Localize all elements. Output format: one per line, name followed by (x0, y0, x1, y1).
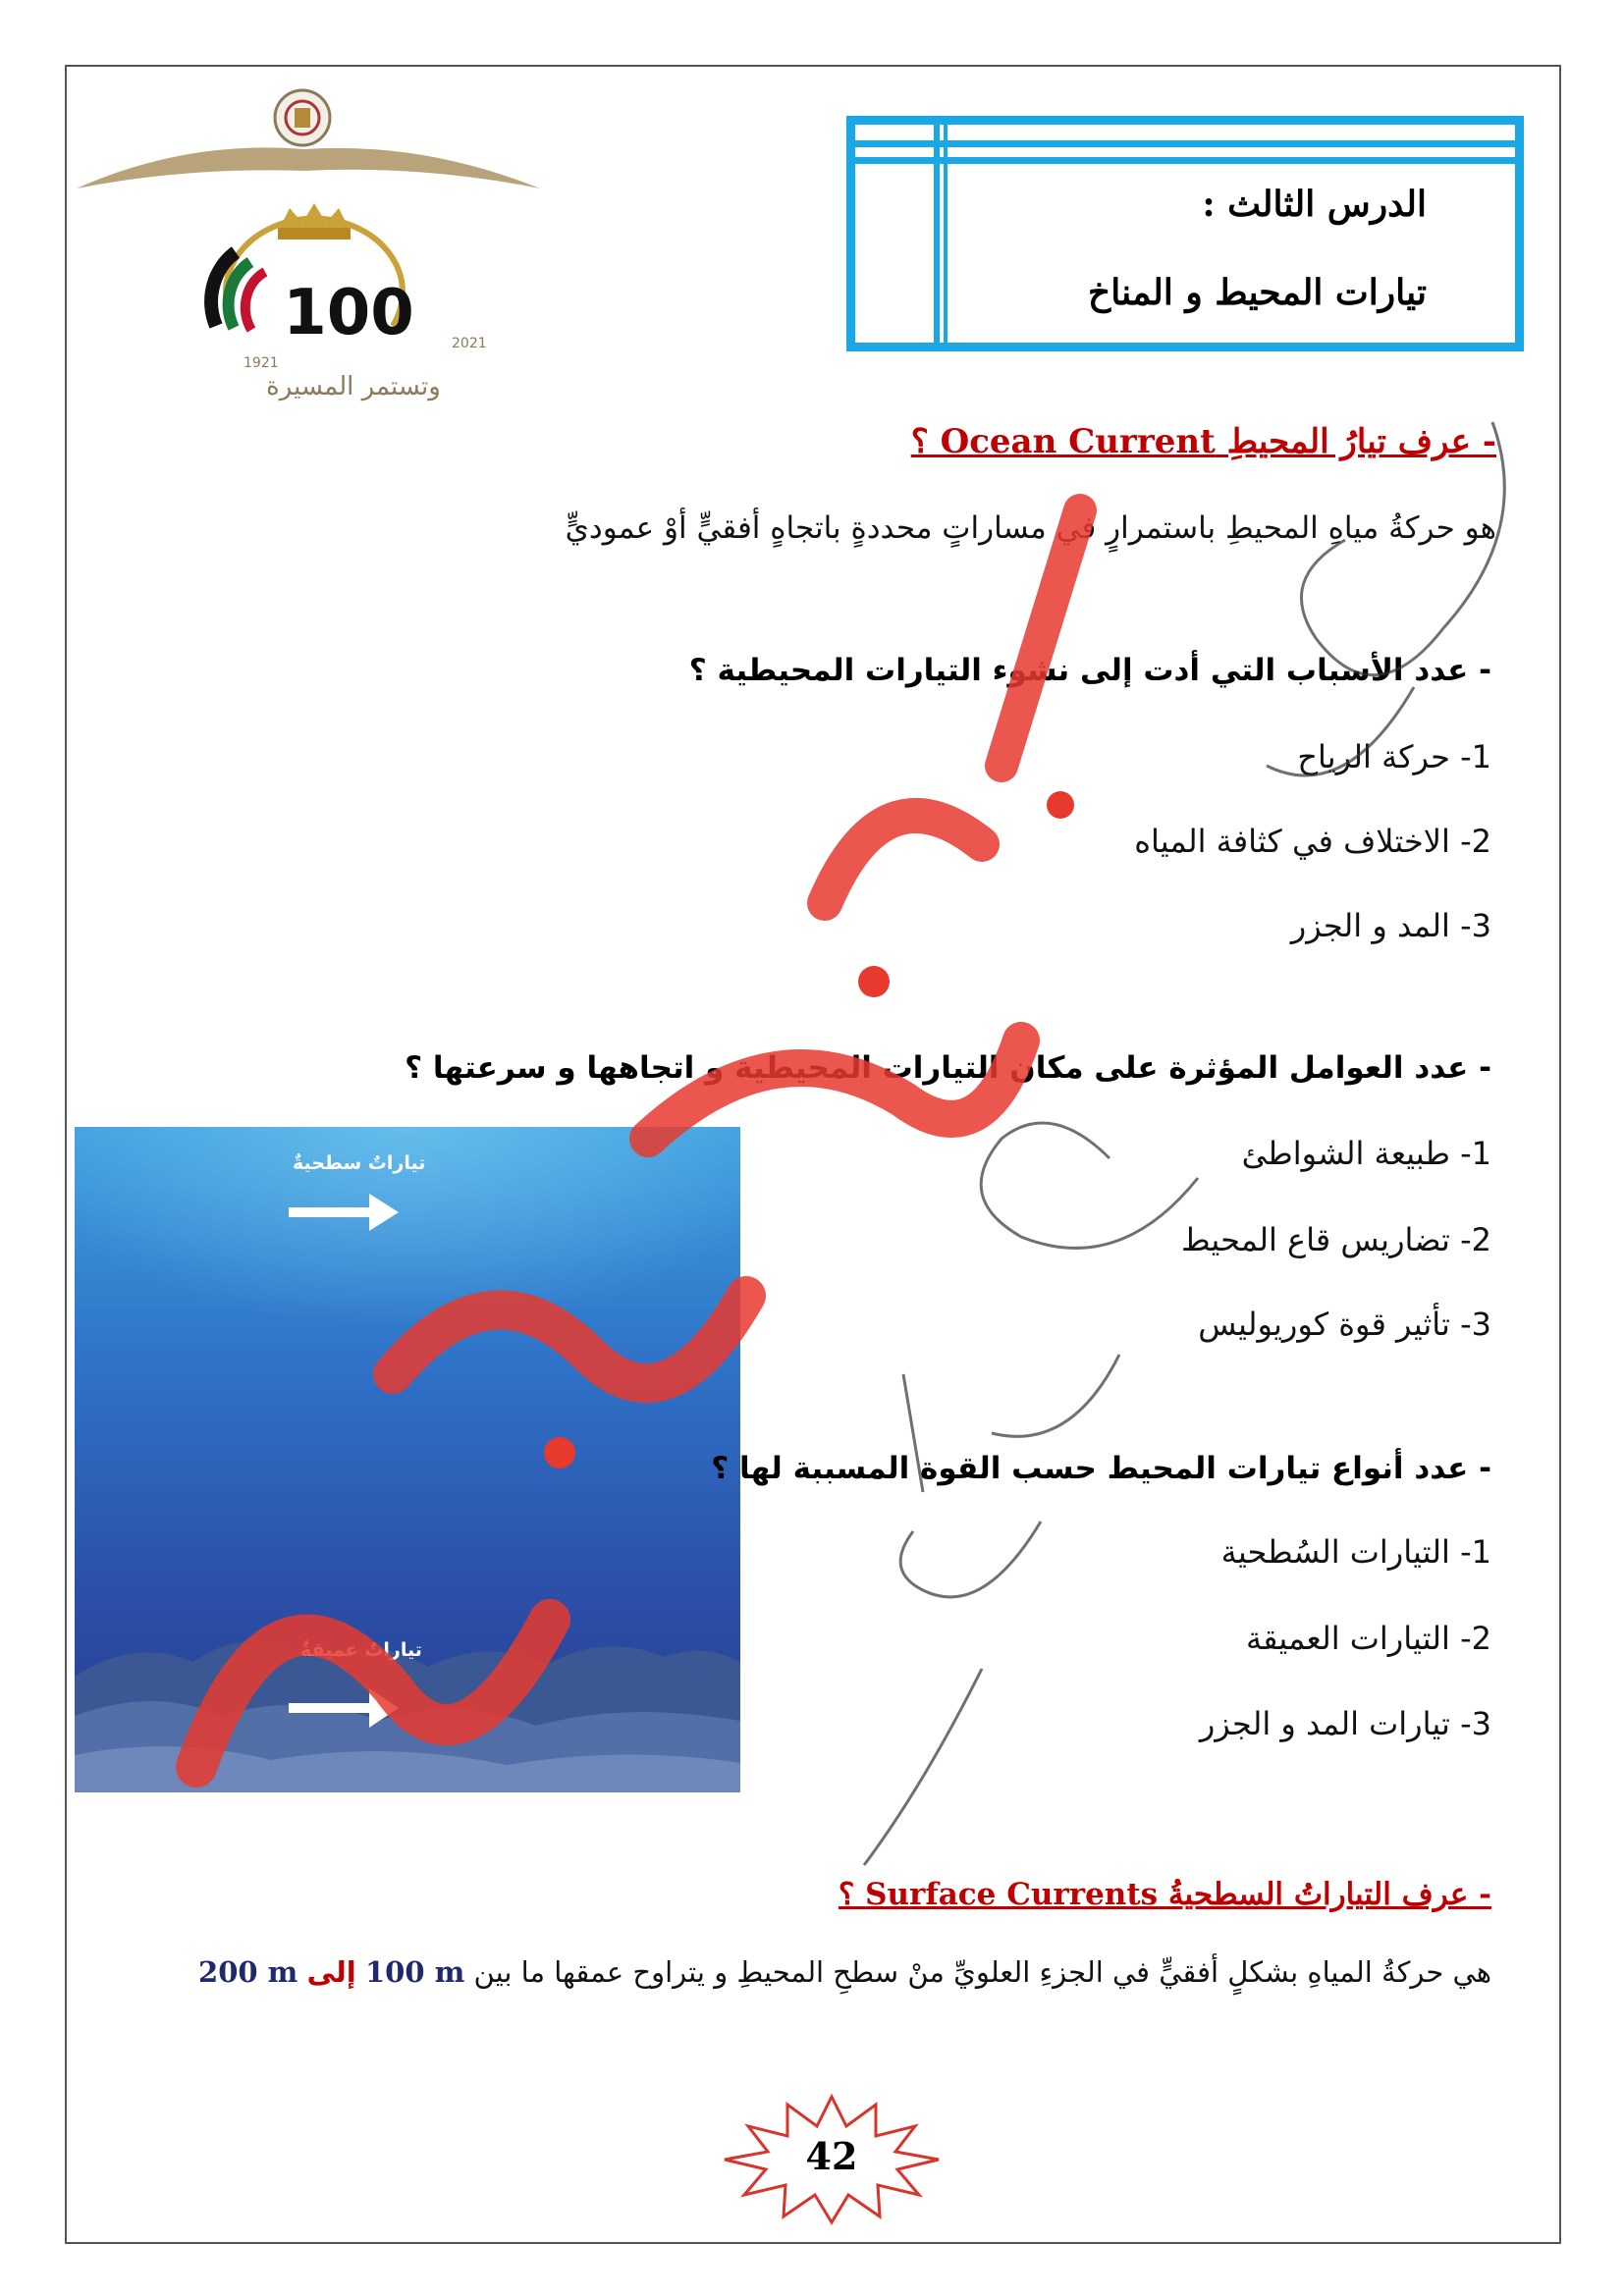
ocean-currents-image (75, 1127, 740, 1792)
surface-currents-label: تياراتٌ سطحيةٌ (293, 1152, 426, 1174)
deep-currents-label: تياراتٌ عميقةٌ (300, 1639, 422, 1661)
lesson-title-box (846, 116, 1524, 351)
q1-suffix: ؟ (910, 422, 941, 461)
q4-item-3: 3- تيارات المد و الجزر (1199, 1705, 1491, 1742)
q5-suffix: ؟ (838, 1877, 866, 1912)
q2-item-1: 1- حركة الرياح (1297, 738, 1491, 775)
q4-heading: - عدد أنواع تيارات المحيط حسب القوة المسببة لها ؟ (711, 1451, 1491, 1486)
q2-item-2: 2- الاختلاف في كثافة المياه (1134, 823, 1491, 860)
centenary-logo (69, 80, 560, 404)
q3-item-1: 1- طبيعة الشواطئ (1241, 1135, 1491, 1172)
logo-year-left: 1921 (244, 355, 279, 371)
q2-item-3: 3- المد و الجزر (1290, 907, 1491, 944)
q5-answer (198, 1955, 1491, 1989)
q5-heading (839, 1877, 1491, 1912)
q3-heading: - عدد العوامل المؤثرة على مكان التيارات المحيطية و اتجاهها و سرعتها ؟ (405, 1050, 1491, 1086)
q5-english-term: Surface Currents (865, 1877, 1159, 1912)
q4-item-2: 2- التيارات العميقة (1246, 1620, 1491, 1657)
page-number: 42 (805, 2134, 858, 2178)
q5-answer-text: هي حركةُ المياهِ بشكلٍ أفقيٍّ في الجزءِ العلويِّ منْ سطحِ المحيطِ و يتراوح عمقها ما بين (464, 1955, 1491, 1989)
page-number-badge (719, 2091, 945, 2228)
q5-depth-from: 100 m (364, 1955, 465, 1989)
logo-number: 100 (283, 277, 414, 349)
q5-depth-to: 200 m (198, 1955, 298, 1989)
q3-item-3: 3- تأثير قوة كوريوليس (1198, 1306, 1491, 1343)
logo-year-right: 2021 (452, 336, 487, 351)
q1-heading (911, 422, 1496, 461)
q1-answer: هو حركةُ مياهِ المحيطِ باستمرارٍ في مساراتٍ محددةٍ باتجاهٍ أفقيٍّ أوْ عموديٍّ (565, 510, 1496, 546)
crest-icon (275, 90, 330, 145)
lesson-name: تيارات المحيط و المناخ (1087, 272, 1427, 313)
q5-prefix: - عرف التياراتُ السطحيةُ (1158, 1877, 1491, 1912)
q5-between-word: إلى (306, 1955, 356, 1989)
q2-heading: - عدد الأسباب التي أدت إلى نشوء التيارات المحيطية ؟ (688, 653, 1491, 688)
q3-item-2: 2- تضاريس قاع المحيط (1181, 1221, 1491, 1258)
q1-prefix: - عرف تيارُ المحيطِ (1215, 422, 1496, 461)
q4-item-1: 1- التيارات السُطحية (1220, 1533, 1491, 1571)
q1-english-term: Ocean Current (940, 422, 1216, 461)
logo-caption: وتستمر المسيرة (266, 372, 441, 401)
lesson-label: الدرس الثالث : (1202, 184, 1427, 225)
